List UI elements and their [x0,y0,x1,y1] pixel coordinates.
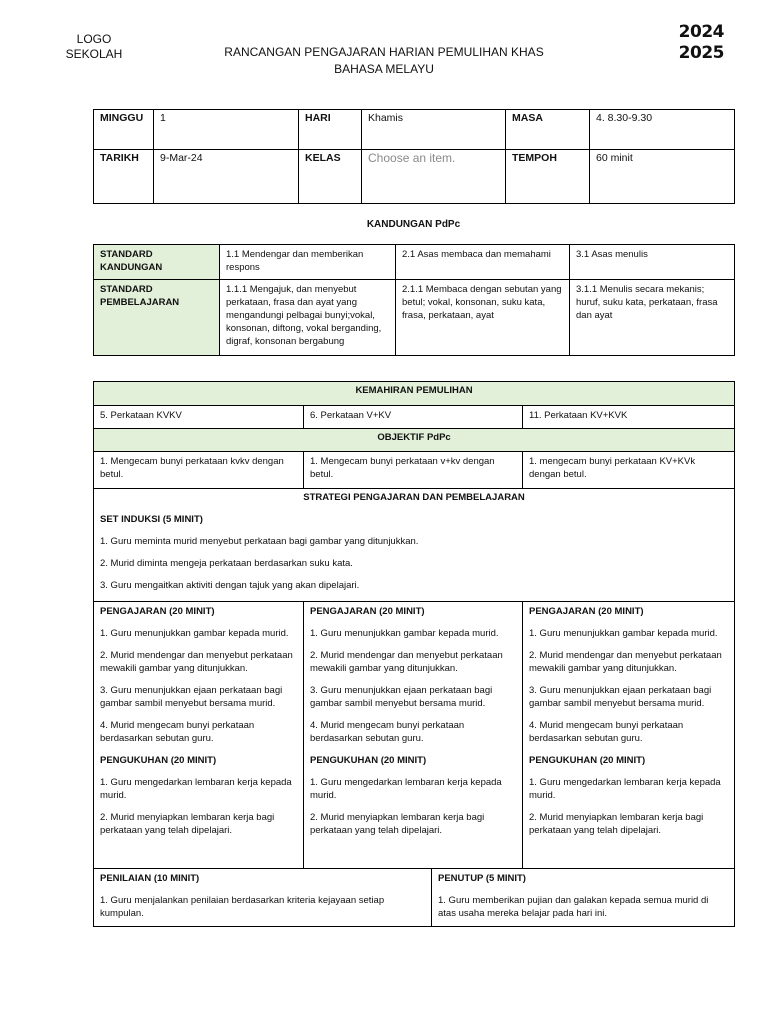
pengajaran-item: 3. Guru menunjukkan ejaan perkataan bagi gambar sambil menyebut bersama murid. [100,685,283,709]
objektif-title: OBJEKTIF PdPc [94,429,735,452]
kemahiran-3[interactable]: 11. Perkataan KV+KVK [523,406,735,429]
school-logo-placeholder [60,32,128,62]
pengukuhan-item: 2. Murid menyiapkan lembaran kerja bagi perkataan yang telah dipelajari. [100,812,275,836]
objektif-1[interactable]: 1. Mengecam bunyi perkataan kvkv dengan betul. [94,452,304,489]
strategi-title: STRATEGI PENGAJARAN DAN PEMBELAJARAN [303,492,525,503]
pengajaran-item: 3. Guru menunjukkan ejaan perkataan bagi gambar sambil menyebut bersama murid. [310,685,493,709]
pengukuhan-title: PENGUKUHAN (20 MINIT) [100,755,217,766]
standard-pembelajaran-1[interactable]: 1.1.1 Mengajuk, dan menyebut perkataan, frasa dan ayat yang mengandungi pelbagai bunyi;vokal, konsonan, diftong, vokal berganding, digraf, konsonan bergabung [220,280,396,356]
logo-line1: LOGO [76,32,112,46]
pengajaran-column-3[interactable] [523,602,735,869]
hari-label: HARI [299,110,362,150]
pengukuhan-item: 1. Guru mengedarkan lembaran kerja kepada murid. [310,777,502,801]
penutup-cell[interactable] [432,869,735,927]
pengajaran-item: 2. Murid mendengar dan menyebut perkataan mewakili gambar yang ditunjukkan. [310,650,503,674]
objektif-3[interactable]: 1. mengecam bunyi perkataan KV+KVk dengan betul. [523,452,735,489]
pengukuhan-title: PENGUKUHAN (20 MINIT) [529,755,646,766]
pengukuhan-item: 1. Guru mengedarkan lembaran kerja kepada murid. [100,777,292,801]
standard-pembelajaran-label [94,280,220,356]
set-induksi-title: SET INDUKSI (5 MINIT) [100,514,203,525]
sp-label-line1: STANDARD [100,284,153,295]
set-induksi-item-3: 3. Guru mengaitkan aktiviti dengan tajuk yang akan dipelajari. [100,580,360,591]
set-induksi-item-2: 2. Murid diminta mengeja perkataan berdasarkan suku kata. [100,558,353,569]
strategi-cell[interactable] [94,489,735,602]
pengajaran-title: PENGAJARAN (20 MINIT) [100,606,215,617]
penilaian-cell[interactable] [94,869,432,927]
pengajaran-item: 1. Guru menunjukkan gambar kepada murid. [100,628,289,639]
kemahiran-header-row [94,382,735,406]
kemahiran-title: KEMAHIRAN PEMULIHAN [94,382,735,406]
kemahiran-row [94,406,735,429]
set-induksi-item-1: 1. Guru meminta murid menyebut perkataan bagi gambar yang ditunjukkan. [100,536,419,547]
pengajaran-item: 1. Guru menunjukkan gambar kepada murid. [310,628,499,639]
kemahiran-2[interactable]: 6. Perkataan V+KV [304,406,523,429]
kelas-label: KELAS [299,150,362,204]
pengukuhan-item: 2. Murid menyiapkan lembaran kerja bagi perkataan yang telah dipelajari. [529,812,704,836]
kelas-dropdown[interactable] [362,150,506,204]
minggu-value[interactable]: 1 [154,110,299,150]
page-title [180,44,588,78]
title-line2: BAHASA MELAYU [334,62,434,76]
standard-kandungan-row [94,245,735,280]
pengajaran-column-2[interactable] [304,602,523,869]
masa-label: MASA [506,110,590,150]
standard-kandungan-3[interactable]: 3.1 Asas menulis [570,245,735,280]
pengajaran-item: 1. Guru menunjukkan gambar kepada murid. [529,628,718,639]
tempoh-value[interactable]: 60 minit [590,150,735,204]
standard-pembelajaran-2[interactable]: 2.1.1 Membaca dengan sebutan yang betul; vokal, konsonan, suku kata, frasa, perkataan, ayat [396,280,570,356]
penutup-title: PENUTUP (5 MINIT) [438,873,526,884]
tarikh-label: TARIKH [94,150,154,204]
objektif-2[interactable]: 1. Mengecam bunyi perkataan v+kv dengan betul. [304,452,523,489]
kemahiran-1[interactable]: 5. Perkataan KVKV [94,406,304,429]
standard-kandungan-2[interactable]: 2.1 Asas membaca dan memahami [396,245,570,280]
pengajaran-item: 2. Murid mendengar dan menyebut perkataan mewakili gambar yang ditunjukkan. [529,650,722,674]
strategi-row [94,489,735,602]
penutup-text: 1. Guru memberikan pujian dan galakan kepada semua murid di atas usaha mereka belajar pada hari ini. [438,895,709,919]
masa-value[interactable]: 4. 8.30-9.30 [590,110,735,150]
pengukuhan-item: 2. Murid menyiapkan lembaran kerja bagi perkataan yang telah dipelajari. [310,812,485,836]
kandungan-title: KANDUNGAN PdPc [366,219,461,230]
kandungan-table [93,244,735,356]
session-year [679,22,724,64]
year-line2: 2025 [678,43,724,63]
year-line1: 2024 [678,22,724,42]
pengajaran-title: PENGAJARAN (20 MINIT) [529,606,644,617]
objektif-row [94,452,735,489]
pengajaran-item: 4. Murid mengecam bunyi perkataan berdasarkan sebutan guru. [529,720,684,744]
info-table [93,109,735,204]
logo-line2: SEKOLAH [65,47,123,61]
hari-value[interactable]: Khamis [362,110,506,150]
info-row-2 [94,150,735,204]
standard-pembelajaran-row [94,280,735,356]
pengukuhan-title: PENGUKUHAN (20 MINIT) [310,755,427,766]
objektif-header-row [94,429,735,452]
kelas-placeholder[interactable]: Choose an item. [368,151,456,165]
pengajaran-item: 4. Murid mengecam bunyi perkataan berdasarkan sebutan guru. [100,720,255,744]
penilaian-title: PENILAIAN (10 MINIT) [100,873,200,884]
pengajaran-title: PENGAJARAN (20 MINIT) [310,606,425,617]
standard-kandungan-1[interactable]: 1.1 Mendengar dan memberikan respons [220,245,396,280]
pengajaran-item: 4. Murid mengecam bunyi perkataan berdasarkan sebutan guru. [310,720,465,744]
pengajaran-item: 2. Murid mendengar dan menyebut perkataan mewakili gambar yang ditunjukkan. [100,650,293,674]
plan-table [93,381,735,927]
tarikh-value[interactable]: 9-Mar-24 [154,150,299,204]
pengukuhan-item: 1. Guru mengedarkan lembaran kerja kepada murid. [529,777,721,801]
title-line1: RANCANGAN PENGAJARAN HARIAN PEMULIHAN KHAS [224,45,544,59]
penilaian-text: 1. Guru menjalankan penilaian berdasarkan kriteria kejayaan setiap kumpulan. [100,895,385,919]
pengajaran-column-1[interactable] [94,602,304,869]
info-row-1 [94,110,735,150]
pengajaran-row [94,602,735,869]
tempoh-label: TEMPOH [506,150,590,204]
penilaian-penutup-row [94,869,735,927]
standard-pembelajaran-3[interactable]: 3.1.1 Menulis secara mekanis; huruf, suku kata, perkataan, frasa dan ayat [570,280,735,356]
sp-label-line2: PEMBELAJARAN [100,297,180,308]
standard-kandungan-label: STANDARD KANDUNGAN [94,245,220,280]
minggu-label: MINGGU [94,110,154,150]
pengajaran-item: 3. Guru menunjukkan ejaan perkataan bagi gambar sambil menyebut bersama murid. [529,685,712,709]
